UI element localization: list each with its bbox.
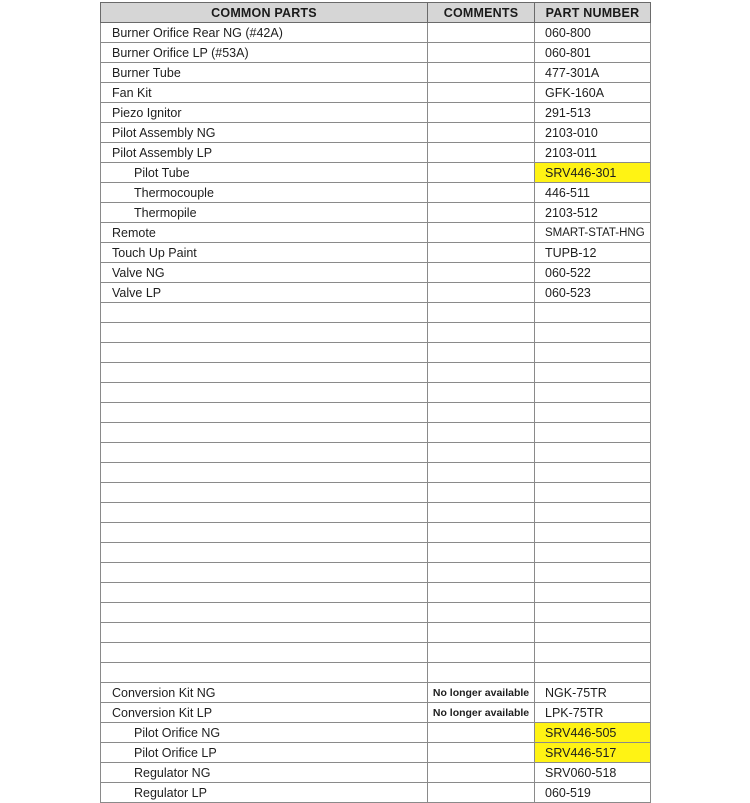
comment-cell (428, 103, 535, 123)
comment-cell (428, 483, 535, 503)
table-row (101, 463, 651, 483)
table-row (101, 723, 651, 743)
table-row (101, 163, 651, 183)
table-row (101, 63, 651, 83)
comment-cell (428, 23, 535, 43)
part-name-cell: Pilot Assembly NG (101, 123, 428, 143)
table-row (101, 763, 651, 783)
part-name-cell (101, 343, 428, 363)
part-name-cell: Valve LP (101, 283, 428, 303)
table-row (101, 563, 651, 583)
part-name-cell (101, 563, 428, 583)
part-name-cell: Pilot Tube (101, 163, 428, 183)
part-number-cell: 2103-512 (535, 203, 651, 223)
comment-cell (428, 143, 535, 163)
part-name-cell (101, 623, 428, 643)
table-body (101, 23, 651, 803)
table-row (101, 683, 651, 703)
part-number-cell: 2103-010 (535, 123, 651, 143)
comment-cell (428, 243, 535, 263)
part-name-cell (101, 383, 428, 403)
part-name-cell (101, 443, 428, 463)
part-number-cell: 060-519 (535, 783, 651, 803)
part-number-cell (535, 363, 651, 383)
part-name-cell (101, 423, 428, 443)
part-number-cell-highlighted: SRV446-505 (535, 723, 651, 743)
table-row (101, 543, 651, 563)
part-number-cell (535, 323, 651, 343)
table-row (101, 643, 651, 663)
comment-cell (428, 363, 535, 383)
comment-cell (428, 283, 535, 303)
comment-cell (428, 763, 535, 783)
comment-cell (428, 623, 535, 643)
comment-cell (428, 663, 535, 683)
comment-cell (428, 303, 535, 323)
part-number-cell: SRV060-518 (535, 763, 651, 783)
part-number-cell: 060-800 (535, 23, 651, 43)
comment-cell (428, 543, 535, 563)
table-row (101, 523, 651, 543)
table-row (101, 123, 651, 143)
header-comments: COMMENTS (428, 3, 535, 23)
part-number-cell (535, 643, 651, 663)
table-row (101, 143, 651, 163)
part-number-cell (535, 543, 651, 563)
table-row (101, 483, 651, 503)
comment-cell (428, 503, 535, 523)
part-number-cell (535, 403, 651, 423)
table-row (101, 223, 651, 243)
comment-cell (428, 123, 535, 143)
part-name-cell (101, 603, 428, 623)
part-name-cell (101, 663, 428, 683)
part-name-cell: Thermopile (101, 203, 428, 223)
table-row (101, 183, 651, 203)
part-number-cell (535, 603, 651, 623)
comment-cell (428, 343, 535, 363)
part-number-cell (535, 303, 651, 323)
part-number-cell: SMART-STAT-HNG (535, 223, 651, 243)
table-row (101, 303, 651, 323)
table-row (101, 43, 651, 63)
comment-cell (428, 523, 535, 543)
part-name-cell: Conversion Kit LP (101, 703, 428, 723)
part-name-cell (101, 523, 428, 543)
header-common-parts: COMMON PARTS (101, 3, 428, 23)
table-row (101, 243, 651, 263)
table-row (101, 83, 651, 103)
table-row (101, 323, 651, 343)
part-number-cell-highlighted: SRV446-301 (535, 163, 651, 183)
table-row (101, 663, 651, 683)
part-name-cell: Piezo Ignitor (101, 103, 428, 123)
comment-cell (428, 723, 535, 743)
comment-cell (428, 63, 535, 83)
part-name-cell: Pilot Orifice LP (101, 743, 428, 763)
table-row (101, 443, 651, 463)
part-name-cell (101, 463, 428, 483)
comment-cell (428, 603, 535, 623)
part-number-cell (535, 383, 651, 403)
part-name-cell (101, 303, 428, 323)
table-row (101, 343, 651, 363)
comment-cell (428, 743, 535, 763)
part-name-cell: Conversion Kit NG (101, 683, 428, 703)
comment-cell (428, 223, 535, 243)
part-name-cell: Fan Kit (101, 83, 428, 103)
comment-cell (428, 163, 535, 183)
part-number-cell: GFK-160A (535, 83, 651, 103)
table-row (101, 263, 651, 283)
table-row (101, 423, 651, 443)
comment-cell (428, 383, 535, 403)
part-name-cell (101, 643, 428, 663)
comment-cell (428, 443, 535, 463)
part-number-cell (535, 343, 651, 363)
comment-cell (428, 263, 535, 283)
part-number-cell (535, 443, 651, 463)
table-row (101, 503, 651, 523)
part-number-cell: 2103-011 (535, 143, 651, 163)
comment-cell (428, 423, 535, 443)
part-number-cell (535, 623, 651, 643)
part-number-cell (535, 463, 651, 483)
part-number-cell (535, 523, 651, 543)
part-name-cell: Remote (101, 223, 428, 243)
table-row (101, 603, 651, 623)
part-number-cell (535, 563, 651, 583)
part-name-cell (101, 403, 428, 423)
part-number-cell (535, 663, 651, 683)
part-name-cell: Burner Orifice LP (#53A) (101, 43, 428, 63)
part-name-cell (101, 503, 428, 523)
part-name-cell (101, 543, 428, 563)
table-row (101, 623, 651, 643)
comment-cell (428, 83, 535, 103)
parts-table (100, 2, 651, 803)
header-part-number: PART NUMBER (535, 3, 651, 23)
part-number-cell (535, 483, 651, 503)
comment-cell (428, 43, 535, 63)
table-row (101, 363, 651, 383)
part-name-cell: Burner Tube (101, 63, 428, 83)
table-row (101, 703, 651, 723)
part-number-cell (535, 423, 651, 443)
comment-cell (428, 583, 535, 603)
part-number-cell: 060-523 (535, 283, 651, 303)
part-name-cell (101, 583, 428, 603)
part-name-cell: Burner Orifice Rear NG (#42A) (101, 23, 428, 43)
part-number-cell: 291-513 (535, 103, 651, 123)
part-name-cell: Regulator NG (101, 763, 428, 783)
part-number-cell (535, 503, 651, 523)
part-name-cell: Regulator LP (101, 783, 428, 803)
part-name-cell (101, 323, 428, 343)
comment-cell: No longer available (428, 703, 535, 723)
part-number-cell: NGK-75TR (535, 683, 651, 703)
table-row (101, 23, 651, 43)
part-name-cell: Valve NG (101, 263, 428, 283)
comment-cell (428, 323, 535, 343)
part-number-cell (535, 583, 651, 603)
part-name-cell: Touch Up Paint (101, 243, 428, 263)
part-name-cell: Pilot Orifice NG (101, 723, 428, 743)
comment-cell: No longer available (428, 683, 535, 703)
comment-cell (428, 563, 535, 583)
table-row (101, 583, 651, 603)
part-number-cell: TUPB-12 (535, 243, 651, 263)
comment-cell (428, 463, 535, 483)
comment-cell (428, 203, 535, 223)
table-row (101, 403, 651, 423)
table-row (101, 103, 651, 123)
header-row (101, 3, 651, 23)
part-number-cell: 477-301A (535, 63, 651, 83)
part-number-cell: 446-511 (535, 183, 651, 203)
comment-cell (428, 783, 535, 803)
table-header (101, 3, 651, 23)
part-number-cell-highlighted: SRV446-517 (535, 743, 651, 763)
part-name-cell: Pilot Assembly LP (101, 143, 428, 163)
part-number-cell: 060-801 (535, 43, 651, 63)
part-number-cell: 060-522 (535, 263, 651, 283)
comment-cell (428, 183, 535, 203)
part-number-cell: LPK-75TR (535, 703, 651, 723)
table-row (101, 383, 651, 403)
comment-cell (428, 643, 535, 663)
table-row (101, 203, 651, 223)
table-row (101, 283, 651, 303)
table-row (101, 743, 651, 763)
part-name-cell (101, 363, 428, 383)
comment-cell (428, 403, 535, 423)
part-name-cell: Thermocouple (101, 183, 428, 203)
table-row (101, 783, 651, 803)
part-name-cell (101, 483, 428, 503)
